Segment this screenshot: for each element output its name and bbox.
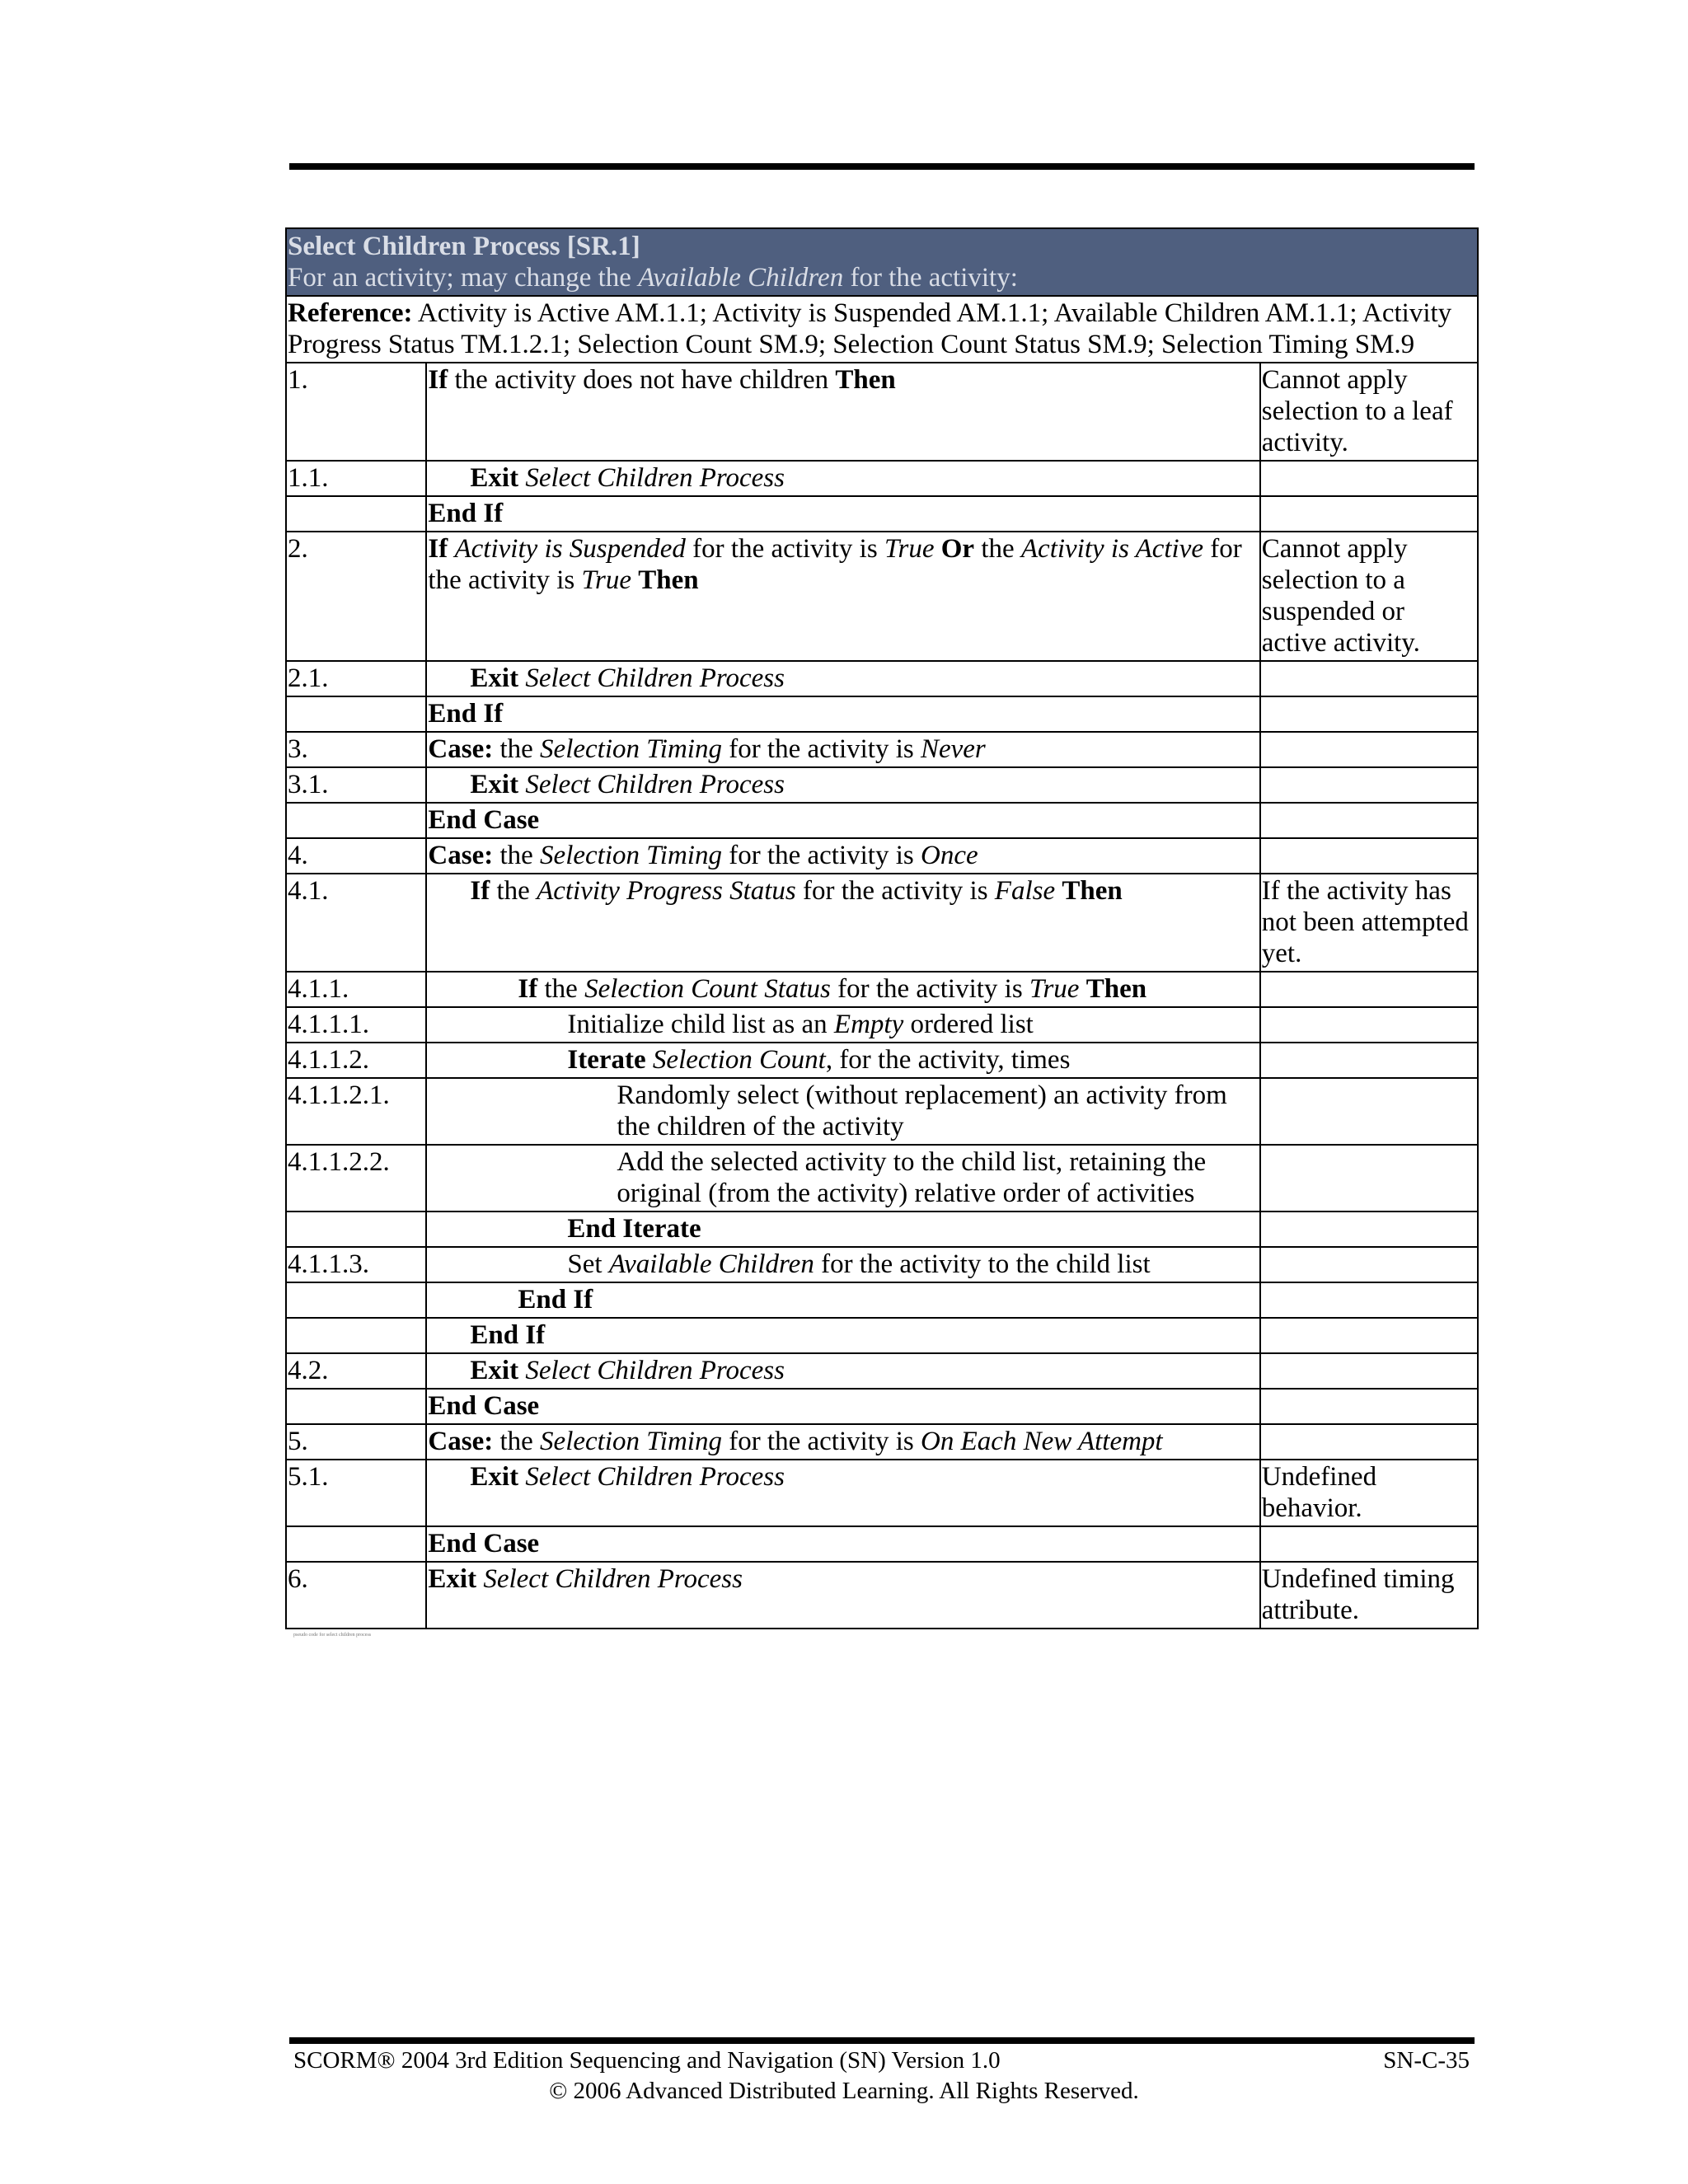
step-logic	[426, 1526, 1259, 1562]
step-note	[1260, 732, 1478, 767]
reference-text: Activity is Active AM.1.1; Activity is Suspended AM.1.1; Available Children AM.1.1; Activity Progress Status TM.1.2.1; Selection Count SM.9; Selection Count Status SM.9; Selection Timing SM.9	[288, 298, 1452, 359]
step-note	[1260, 838, 1478, 874]
step-text: End If	[518, 1285, 593, 1315]
top-rule	[289, 163, 1475, 170]
table-row	[286, 363, 1478, 461]
step-logic	[426, 972, 1259, 1007]
step-text: for the activity is	[795, 876, 995, 906]
step-logic	[426, 1282, 1259, 1318]
step-text: Available Children	[608, 1249, 814, 1279]
table-row	[286, 1145, 1478, 1212]
step-text: Exit	[470, 663, 519, 693]
step-text: If	[428, 534, 448, 564]
step-number: 4.2.	[286, 1353, 426, 1389]
process-table	[285, 227, 1479, 1629]
step-logic	[426, 1007, 1259, 1043]
step-number	[286, 1212, 426, 1247]
step-number	[286, 696, 426, 732]
step-text: the	[490, 876, 537, 906]
step-number	[286, 1282, 426, 1318]
step-text: Select Children Process	[525, 1356, 785, 1385]
table-row	[286, 732, 1478, 767]
step-note	[1260, 803, 1478, 838]
step-number	[286, 803, 426, 838]
step-text: End Case	[428, 805, 540, 835]
step-text: End Case	[428, 1391, 540, 1421]
step-text: True	[581, 565, 631, 595]
step-text: Exit	[470, 463, 519, 493]
step-text: Case:	[428, 734, 494, 764]
table-header-row	[286, 228, 1478, 296]
step-text: End If	[428, 499, 504, 528]
step-number	[286, 1389, 426, 1424]
step-text: Case:	[428, 1427, 494, 1456]
step-logic	[426, 732, 1259, 767]
step-text: Select Children Process	[525, 463, 785, 493]
step-text	[934, 534, 940, 564]
table-row	[286, 767, 1478, 803]
table-row	[286, 838, 1478, 874]
step-text: End Case	[428, 1529, 540, 1558]
step-text: the	[537, 974, 585, 1004]
step-text: Exit	[470, 770, 519, 799]
table-header-cell	[286, 228, 1478, 296]
step-text: for the activity is	[428, 534, 1242, 595]
step-text: Select Children Process	[525, 770, 785, 799]
step-text: Selection Timing	[540, 841, 722, 870]
table-row	[286, 1460, 1478, 1526]
step-text: If	[470, 876, 490, 906]
step-note: If the activity has not been attempted yet.	[1260, 874, 1478, 972]
step-note	[1260, 767, 1478, 803]
process-title: Select Children Process [SR.1]	[288, 232, 640, 261]
step-logic	[426, 1460, 1259, 1526]
step-note	[1260, 1212, 1478, 1247]
step-text: Then	[638, 565, 699, 595]
step-logic	[426, 661, 1259, 696]
step-number: 5.1.	[286, 1460, 426, 1526]
step-text	[631, 565, 638, 595]
step-text: True	[1029, 974, 1080, 1004]
footer-page-number: SN-C-35	[1383, 2047, 1470, 2074]
step-logic	[426, 1043, 1259, 1078]
step-note	[1260, 1389, 1478, 1424]
table-row	[286, 1212, 1478, 1247]
step-text: Exit	[428, 1564, 477, 1594]
step-note	[1260, 1145, 1478, 1212]
step-number: 5.	[286, 1424, 426, 1460]
step-number	[286, 496, 426, 532]
step-number	[286, 1526, 426, 1562]
step-text: the	[493, 841, 541, 870]
step-note	[1260, 1247, 1478, 1282]
table-row	[286, 1043, 1478, 1078]
step-text: Selection Timing	[540, 1427, 722, 1456]
step-number: 1.1.	[286, 461, 426, 496]
step-number: 2.	[286, 532, 426, 661]
step-logic	[426, 1562, 1259, 1629]
step-text: Add the selected activity to the child list, retaining the original (from the activity) relative order of activities	[617, 1147, 1207, 1208]
step-text: Once	[920, 841, 978, 870]
step-text: the activity does not have children	[448, 365, 836, 395]
step-logic	[426, 803, 1259, 838]
step-text: Activity is Suspended	[454, 534, 686, 564]
table-row	[286, 1282, 1478, 1318]
table-row	[286, 461, 1478, 496]
step-note	[1260, 972, 1478, 1007]
step-note	[1260, 661, 1478, 696]
step-number: 3.	[286, 732, 426, 767]
table-caption: pseudo code for select children process	[293, 1633, 372, 1638]
reference-cell	[286, 296, 1478, 363]
step-logic	[426, 838, 1259, 874]
step-logic	[426, 496, 1259, 532]
step-text: On Each New Attempt	[920, 1427, 1163, 1456]
step-text: for the activity is	[830, 974, 1029, 1004]
table-row	[286, 1424, 1478, 1460]
step-text: Select Children Process	[525, 663, 785, 693]
step-logic	[426, 1389, 1259, 1424]
table-row	[286, 1526, 1478, 1562]
step-text: Initialize child list as an	[567, 1010, 834, 1039]
step-text: End Iterate	[567, 1214, 701, 1244]
step-text: Select Children Process	[525, 1462, 785, 1492]
step-number: 3.1.	[286, 767, 426, 803]
table-row	[286, 1389, 1478, 1424]
step-text: Iterate	[567, 1045, 646, 1075]
step-note	[1260, 696, 1478, 732]
step-text: Then	[1085, 974, 1147, 1004]
step-note	[1260, 461, 1478, 496]
process-subtitle	[288, 262, 1476, 293]
step-number: 1.	[286, 363, 426, 461]
step-number: 4.1.1.2.	[286, 1043, 426, 1078]
step-text: If	[428, 365, 448, 395]
step-note	[1260, 1007, 1478, 1043]
step-text: Select Children Process	[483, 1564, 743, 1594]
step-text: Exit	[470, 1462, 519, 1492]
step-note	[1260, 496, 1478, 532]
step-text: Empty	[833, 1010, 904, 1039]
step-text: , for the activity, times	[825, 1045, 1071, 1075]
step-text: Set	[567, 1249, 609, 1279]
step-number: 6.	[286, 1562, 426, 1629]
step-text: for the activity is	[685, 534, 884, 564]
step-note: Cannot apply selection to a suspended or active activity.	[1260, 532, 1478, 661]
step-text: Case:	[428, 841, 494, 870]
step-logic	[426, 1424, 1259, 1460]
step-text	[1079, 974, 1085, 1004]
subtitle-emphasis: Available Children	[638, 263, 844, 293]
step-logic	[426, 1247, 1259, 1282]
step-text: Selection Count Status	[584, 974, 831, 1004]
step-text	[448, 534, 454, 564]
step-text	[646, 1045, 653, 1075]
step-text: Selection Timing	[540, 734, 722, 764]
step-text: for the activity is	[721, 841, 921, 870]
step-note	[1260, 1526, 1478, 1562]
step-note: Undefined behavior.	[1260, 1460, 1478, 1526]
step-text: Activity is Active	[1020, 534, 1204, 564]
table-row	[286, 1078, 1478, 1145]
step-logic	[426, 767, 1259, 803]
step-logic	[426, 532, 1259, 661]
step-text: the	[493, 734, 541, 764]
step-text: End If	[428, 699, 504, 729]
step-text: End If	[470, 1320, 546, 1350]
step-note	[1260, 1353, 1478, 1389]
step-note	[1260, 1318, 1478, 1353]
step-text: for the activity to the child list	[814, 1249, 1151, 1279]
step-note	[1260, 1282, 1478, 1318]
step-number: 4.1.	[286, 874, 426, 972]
step-text: False	[994, 876, 1056, 906]
step-text: the	[974, 534, 1021, 564]
step-text: for the activity is	[721, 734, 921, 764]
step-text: Or	[940, 534, 975, 564]
step-number: 4.1.1.1.	[286, 1007, 426, 1043]
step-logic	[426, 1318, 1259, 1353]
table-row	[286, 1318, 1478, 1353]
step-logic	[426, 461, 1259, 496]
step-note	[1260, 1043, 1478, 1078]
step-text: Exit	[470, 1356, 519, 1385]
table-row	[286, 661, 1478, 696]
step-text: Selection Count	[652, 1045, 826, 1075]
step-text: Activity Progress Status	[537, 876, 796, 906]
step-logic	[426, 1078, 1259, 1145]
step-number: 4.1.1.2.1.	[286, 1078, 426, 1145]
table-row	[286, 1007, 1478, 1043]
step-number: 4.1.1.	[286, 972, 426, 1007]
step-logic	[426, 874, 1259, 972]
reference-label: Reference:	[288, 298, 413, 328]
reference-row	[286, 296, 1478, 363]
step-text: for the activity is	[721, 1427, 921, 1456]
step-text: Then	[1062, 876, 1123, 906]
step-logic	[426, 696, 1259, 732]
table-row	[286, 1562, 1478, 1629]
step-note	[1260, 1078, 1478, 1145]
subtitle-text: For an activity; may change the	[288, 263, 639, 293]
step-text: Randomly select (without replacement) an activity from the children of the activity	[617, 1080, 1227, 1141]
step-text: ordered list	[903, 1010, 1034, 1039]
step-note: Cannot apply selection to a leaf activity.	[1260, 363, 1478, 461]
table-row	[286, 532, 1478, 661]
step-text: True	[884, 534, 935, 564]
step-logic	[426, 1353, 1259, 1389]
table-row	[286, 496, 1478, 532]
footer-title: SCORM® 2004 3rd Edition Sequencing and Navigation (SN) Version 1.0	[293, 2047, 1001, 2074]
step-number: 4.	[286, 838, 426, 874]
step-number: 4.1.1.3.	[286, 1247, 426, 1282]
step-number: 4.1.1.2.2.	[286, 1145, 426, 1212]
table-row	[286, 1247, 1478, 1282]
step-text: If	[518, 974, 538, 1004]
step-logic	[426, 1212, 1259, 1247]
step-text: Never	[920, 734, 986, 764]
table-row	[286, 874, 1478, 972]
step-number	[286, 1318, 426, 1353]
step-note	[1260, 1424, 1478, 1460]
table-row	[286, 972, 1478, 1007]
step-note: Undefined timing attribute.	[1260, 1562, 1478, 1629]
step-text: the	[493, 1427, 541, 1456]
table-row	[286, 803, 1478, 838]
table-row	[286, 1353, 1478, 1389]
step-number: 2.1.	[286, 661, 426, 696]
footer-copyright: © 2006 Advanced Distributed Learning. All Rights Reserved.	[549, 2078, 1139, 2104]
step-text: Then	[835, 365, 896, 395]
bottom-rule	[289, 2037, 1475, 2044]
subtitle-text-end: for the activity:	[843, 263, 1018, 293]
step-logic	[426, 363, 1259, 461]
step-logic	[426, 1145, 1259, 1212]
table-row	[286, 696, 1478, 732]
